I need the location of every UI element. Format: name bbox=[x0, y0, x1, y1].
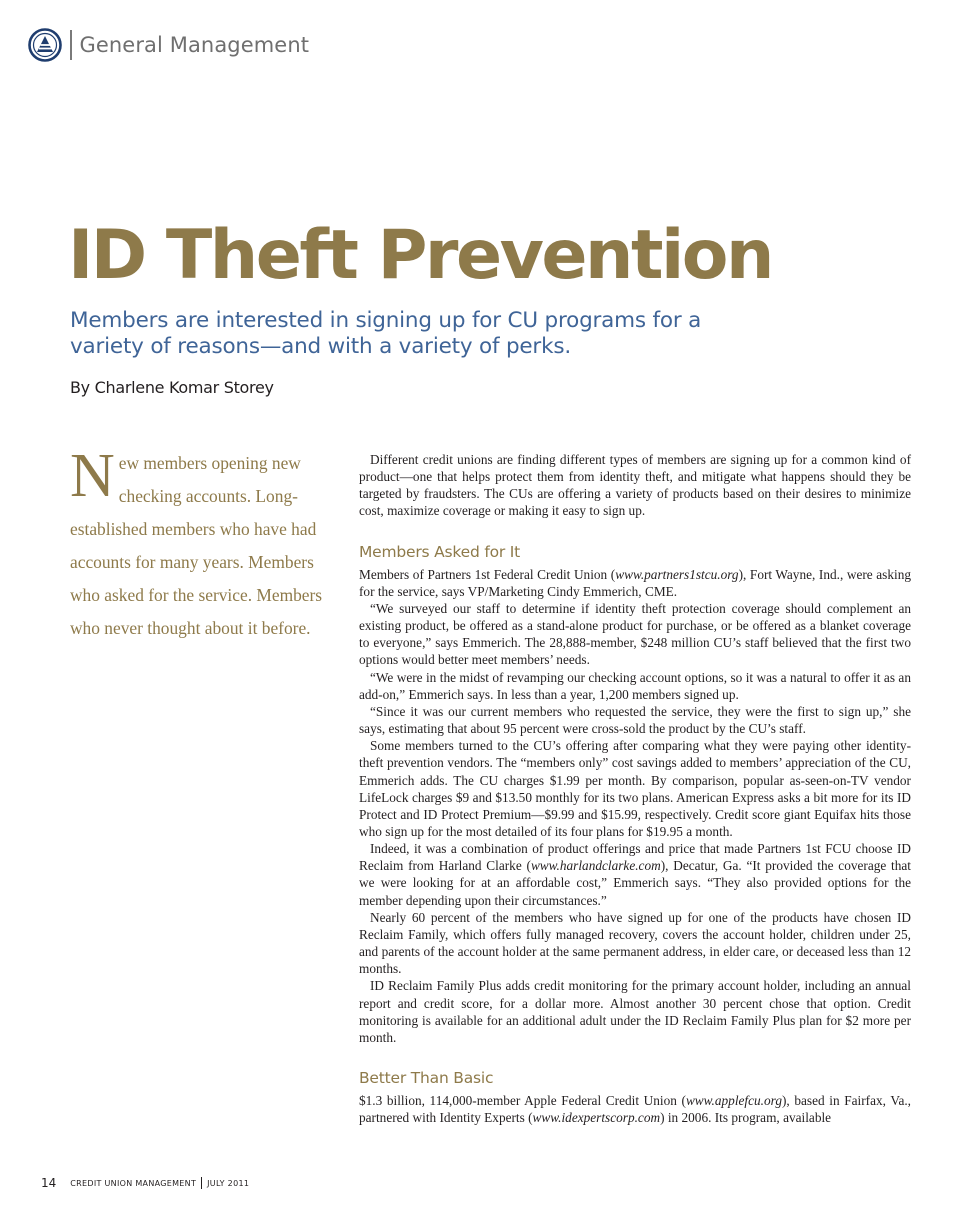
article-title: ID Theft Prevention bbox=[68, 216, 772, 295]
text-run: ), based in Fairfax, Va., partnered with Identity Experts ( bbox=[359, 1093, 912, 1126]
text-run: ), Decatur, Ga. “It provided the coverage that we were looking for at an affordable cost,” Emmerich says. “They also provided options for the member depending upon their circumstances.” bbox=[359, 858, 911, 908]
paragraph: “We were in the midst of revamping our checking account options, so it was a natural to offer it as an add-on,” Emmerich says. In less than a year, 1,200 members signed up. bbox=[359, 669, 911, 702]
text-run: Members of Partners 1st Federal Credit Union ( bbox=[359, 566, 616, 582]
text-run: ) in 2006. Its program, available bbox=[660, 1110, 832, 1126]
footer-divider bbox=[201, 1177, 202, 1189]
article-subtitle: Members are interested in signing up for CU programs for a variety of reasons—and with a variety of perks. bbox=[70, 308, 702, 359]
header-divider bbox=[70, 30, 72, 60]
byline: By Charlene Komar Storey bbox=[70, 378, 274, 397]
paragraph bbox=[359, 840, 911, 909]
paragraph: Some members turned to the CU’s offering after comparing what they were paying other identity-theft prevention vendors. The “members only” cost savings added to members’ appreciation of the CU, Emmerich adds. The CU charges $1.99 per month. By comparison, popular as-seen-on-TV vendor LifeLock charges $9 and $13.50 monthly for its two plans. American Express asks a bit more for its ID Protect and ID Protect Premium—$9.99 and $15.99, respectively. Credit score giant Equifax hits those who sign up for the most detailed of its four plans for $19.95 a month. bbox=[359, 738, 911, 839]
article-body bbox=[359, 451, 911, 1126]
paragraph: “We surveyed our staff to determine if identity theft protection coverage should complement an existing product, be offered as a stand-alone product for purchase, or be offered as a blanket coverage to everyone,” says Emmerich. The 28,888-member, $248 million CU’s staff believed that the first two options would better meet members’ needs. bbox=[359, 600, 911, 668]
paragraph: “Since it was our current members who requested the service, they were the first to sign up,” she says, estimating that about 95 percent were cross-sold the product by the CU’s staff. bbox=[359, 703, 911, 737]
paragraph bbox=[359, 566, 911, 600]
url-text: www.idexpertscorp.com bbox=[532, 1110, 661, 1126]
paragraph: ID Reclaim Family Plus adds credit monitoring for the primary account holder, including an annual report and credit score, for a dollar more. Almost another 30 percent chose that option. Credit monitoring is available for an additional adult under the ID Reclaim Family Plus plan for $2 more per month. bbox=[359, 978, 911, 1045]
text-run: ), Fort Wayne, Ind., were asking for the service, says VP/Marketing Cindy Emmerich, CME. bbox=[359, 566, 911, 599]
text-run: $1.3 billion, 114,000-member Apple Federal Credit Union ( bbox=[359, 1093, 686, 1108]
section-name: General Management bbox=[79, 33, 310, 57]
url-text: www.harlandclarke.com bbox=[530, 858, 661, 874]
pull-quote-text: ew members opening new checking accounts. Long-established members who have had accounts for many years. Members who asked for the service. Members who never thought about it before. bbox=[70, 453, 323, 638]
text-run: Indeed, it was a combination of product offerings and price that made Partners 1st FCU choose ID Reclaim from Harland Clarke ( bbox=[359, 841, 911, 874]
page-header bbox=[28, 28, 309, 62]
drop-cap: N bbox=[70, 442, 115, 510]
publication-name: CREDIT UNION MANAGEMENT bbox=[70, 1178, 197, 1188]
pull-quote bbox=[70, 442, 332, 645]
issue-date: JULY 2011 bbox=[207, 1178, 250, 1188]
url-text: www.partners1stcu.org bbox=[615, 566, 739, 582]
page-footer bbox=[41, 1176, 249, 1190]
page-number: 14 bbox=[41, 1176, 57, 1190]
paragraph: Nearly 60 percent of the members who have signed up for one of the products have chosen ID Reclaim Family, which offers fully managed recovery, covers the account holder, children under 25, and parents of the account holder at the same permanent address, in elder care, or deceased less than 12 months. bbox=[359, 909, 911, 977]
section-heading: Better Than Basic bbox=[359, 1069, 494, 1087]
url-text: www.applefcu.org bbox=[685, 1093, 782, 1108]
cuna-logo-icon bbox=[28, 28, 62, 62]
section-heading: Members Asked for It bbox=[359, 542, 521, 561]
intro-paragraph: Different credit unions are finding different types of members are signing up for a common kind of product—one that helps protect them from identity theft, and mitigate what happens should they be targeted by fraudsters. The CUs are offering a variety of products based on their desires to minimize cost, maximize coverage or making it easy to sign up. bbox=[359, 452, 911, 519]
paragraph bbox=[359, 1092, 911, 1126]
